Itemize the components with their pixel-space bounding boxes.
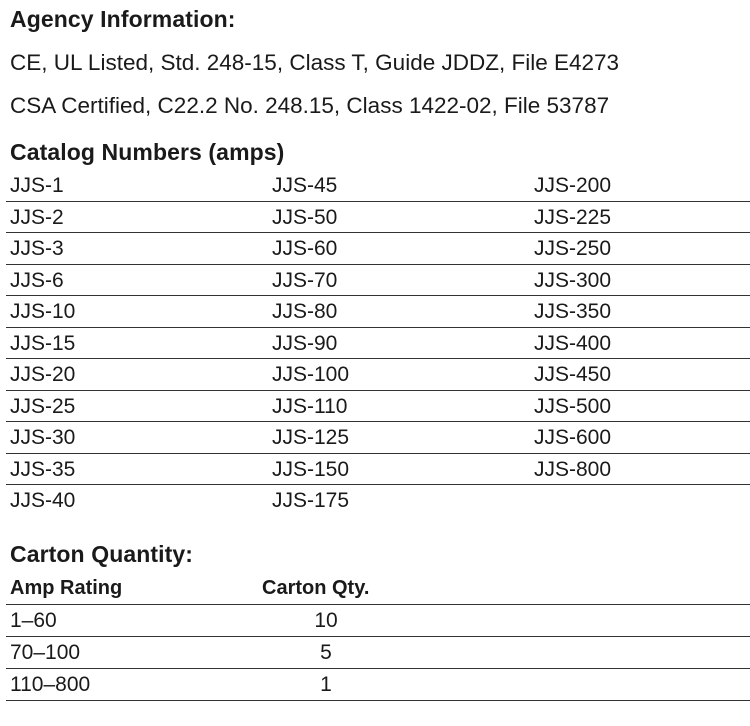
catalog-number-cell: JJS-1 [10,174,64,197]
catalog-number-cell: JJS-25 [10,394,76,418]
table-row [6,170,750,202]
table-row [6,485,750,517]
table-row [6,233,750,265]
table-row [6,454,750,486]
catalog-number-cell: JJS-6 [10,268,64,292]
agency-heading: Agency Information: [10,6,236,32]
table-row [6,202,750,234]
table-row [6,605,750,637]
catalog-number-cell: JJS-225 [534,205,612,229]
carton-quantity-table [6,574,750,701]
amp-rating-cell: 110–800 [10,673,91,696]
catalog-number-cell: JJS-90 [272,331,338,355]
catalog-number-cell: JJS-35 [10,457,76,481]
catalog-number-cell: JJS-350 [534,300,612,323]
table-row [6,422,750,454]
carton-qty-cell: 1 [320,673,332,696]
carton-qty-cell: 10 [314,609,338,632]
catalog-number-cell: JJS-200 [534,174,612,197]
catalog-number-cell: JJS-80 [272,300,338,323]
catalog-number-cell: JJS-450 [534,363,612,386]
catalog-number-cell: JJS-100 [272,363,350,386]
amp-rating-cell: 70–100 [10,641,81,664]
catalog-number-cell: JJS-2 [10,205,64,229]
catalog-number-cell: JJS-175 [272,489,350,512]
table-header-row [6,574,750,605]
catalog-number-cell: JJS-15 [10,331,76,355]
table-row [6,296,750,328]
catalog-number-cell: JJS-110 [272,394,348,418]
table-row [6,637,750,669]
catalog-number-cell: JJS-125 [272,426,350,449]
column-header-carton-qty: Carton Qty. [262,577,370,599]
catalog-number-cell: JJS-30 [10,426,76,449]
amp-rating-cell: 1–60 [10,609,57,632]
catalog-heading: Catalog Numbers (amps) [10,139,285,165]
catalog-table [6,170,750,517]
catalog-number-cell: JJS-40 [10,489,76,512]
catalog-number-cell: JJS-20 [10,363,76,386]
catalog-number-cell: JJS-150 [272,457,350,481]
catalog-number-cell: JJS-600 [534,426,612,449]
catalog-number-cell: JJS-3 [10,237,64,260]
agency-line-csa: CSA Certified, C22.2 No. 248.15, Class 1422-02, File 53787 [10,93,610,118]
carton-qty-cell: 5 [320,641,332,664]
catalog-number-cell: JJS-800 [534,457,612,481]
column-header-amp-rating: Amp Rating [10,577,123,599]
catalog-number-cell: JJS-250 [534,237,612,260]
carton-heading: Carton Quantity: [10,541,194,567]
catalog-number-cell: JJS-45 [272,174,338,197]
catalog-number-cell: JJS-10 [10,300,76,323]
catalog-number-cell: JJS-300 [534,268,612,292]
agency-line-ul: CE, UL Listed, Std. 248-15, Class T, Guide JDDZ, File E4273 [10,50,620,75]
table-row [6,328,750,360]
table-row [6,265,750,297]
catalog-number-cell: JJS-50 [272,205,338,229]
catalog-number-cell: JJS-70 [272,268,338,292]
table-row [6,391,750,423]
catalog-number-cell: JJS-500 [534,394,612,418]
catalog-number-cell: JJS-60 [272,237,338,260]
catalog-number-cell: JJS-400 [534,331,612,355]
table-row [6,669,750,701]
table-row [6,359,750,391]
